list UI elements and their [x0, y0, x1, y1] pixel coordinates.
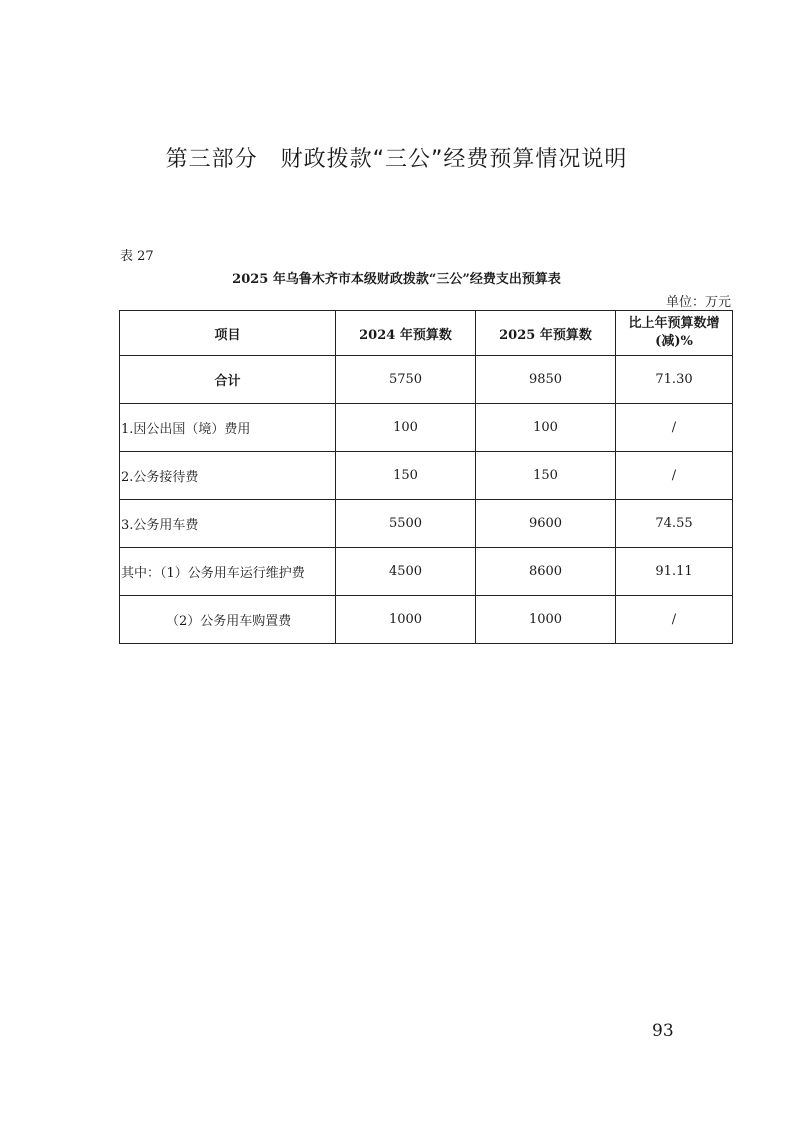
table-row [120, 356, 733, 404]
row-2025: 8600 [476, 548, 616, 596]
table-header-row [120, 311, 733, 356]
table-title: 2025 年乌鲁木齐市本级财政拨款“三公”经费支出预算表 [232, 272, 561, 287]
row-2025: 100 [476, 404, 616, 452]
row-item: （2）公务用车购置费 [120, 596, 336, 644]
page-title: 第三部分 财政拨款“三公”经费预算情况说明 [165, 147, 628, 172]
header-2025: 2025 年预算数 [476, 311, 616, 356]
row-item: 其中：（1）公务用车运行维护费 [120, 548, 336, 596]
header-item: 项目 [120, 311, 336, 356]
row-change: / [616, 404, 733, 452]
row-2025: 1000 [476, 596, 616, 644]
page-number: 93 [652, 1021, 674, 1041]
row-item: 2.公务接待费 [120, 452, 336, 500]
row-2025: 9600 [476, 500, 616, 548]
row-2024: 150 [336, 452, 476, 500]
row-2024: 100 [336, 404, 476, 452]
row-2025: 9850 [476, 356, 616, 404]
row-change: 74.55 [616, 500, 733, 548]
row-2024: 1000 [336, 596, 476, 644]
table-row [120, 452, 733, 500]
header-2024: 2024 年预算数 [336, 311, 476, 356]
row-change: / [616, 452, 733, 500]
table-row [120, 404, 733, 452]
header-change: 比上年预算数增(减)% [616, 311, 733, 356]
row-2024: 5500 [336, 500, 476, 548]
table-row [120, 548, 733, 596]
row-2025: 150 [476, 452, 616, 500]
row-item: 3.公务用车费 [120, 500, 336, 548]
budget-table [119, 310, 733, 644]
row-change: 71.30 [616, 356, 733, 404]
table-number: 表 27 [120, 249, 154, 264]
row-change: 91.11 [616, 548, 733, 596]
table-row [120, 596, 733, 644]
row-2024: 4500 [336, 548, 476, 596]
row-item: 1.因公出国（境）费用 [120, 404, 336, 452]
unit-label: 单位：万元 [665, 295, 731, 310]
row-2024: 5750 [336, 356, 476, 404]
row-change: / [616, 596, 733, 644]
table-row [120, 500, 733, 548]
row-item: 合计 [120, 356, 336, 404]
